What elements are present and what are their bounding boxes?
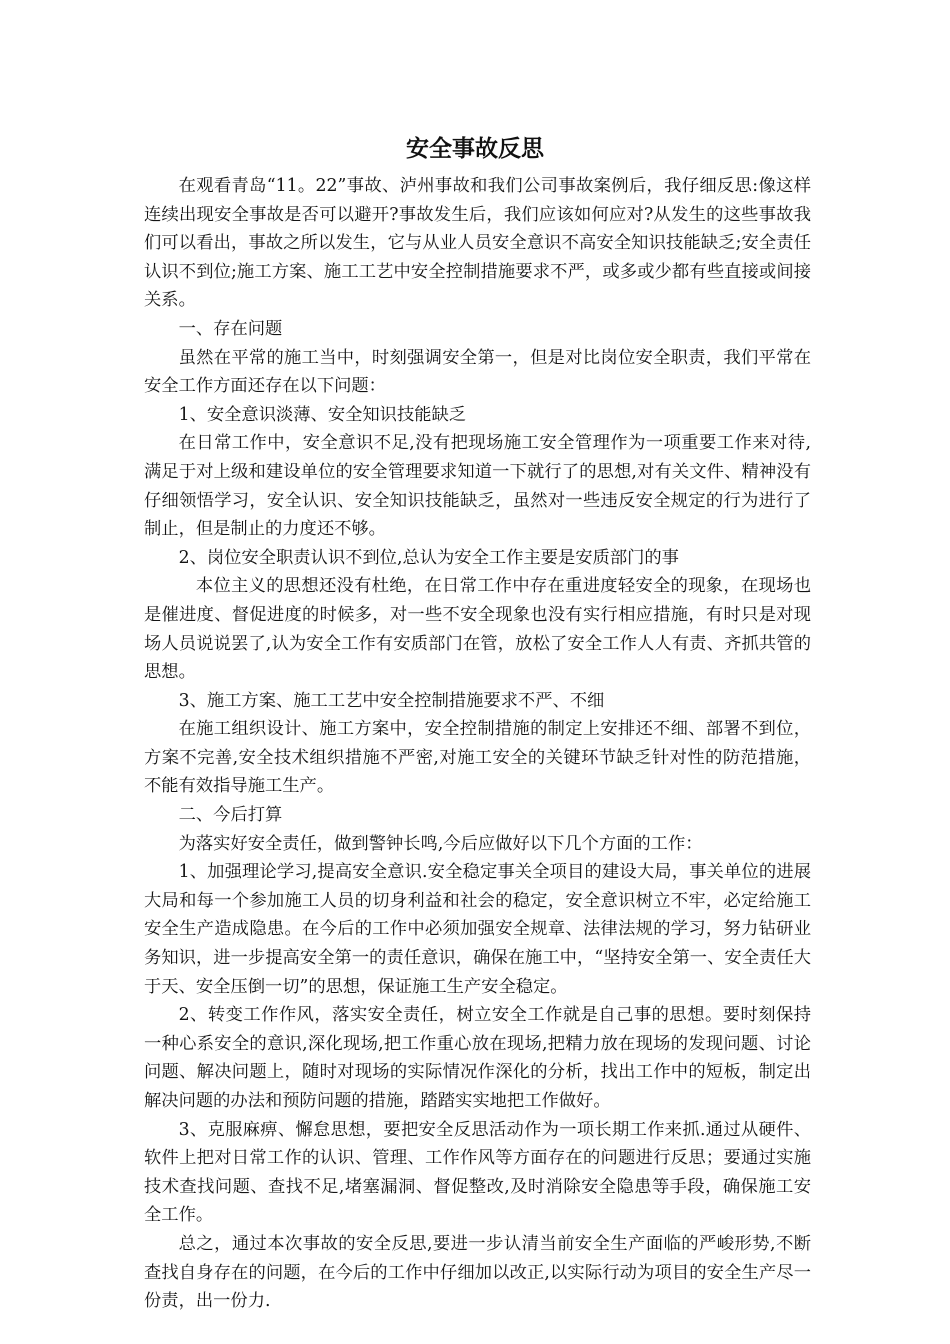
problem-2-paragraph: 本位主义的思想还没有杜绝，在日常工作中存在重进度轻安全的现象，在现场也是催进度、督促进度的时候多，对一些不安全现象也没有实行相应措施，有时只是对现场人员说说罢了,认为安全工作有安质部门在管，放松了安全工作人人有责、齐抓共管的思想。 bbox=[144, 576, 811, 683]
problem-2-heading: 2、岗位安全职责认识不到位,总认为安全工作主要是安质部门的事 bbox=[178, 547, 679, 568]
document-body bbox=[144, 172, 811, 1316]
plan-1-paragraph: 1、加强理论学习,提高安全意识.安全稳定事关全项目的建设大局，事关单位的进展大局和每一个参加施工人员的切身利益和社会的稳定，安全意识树立不牢，必定给施工安全生产造成隐患。在今后的工作中必须加强安全规章、法律法规的学习，努力钻研业务知识，进一步提高安全第一的责任意识，确保在施工中，“坚持安全第一、安全责任大于天、安全压倒一切”的思想，保证施工生产安全稳定。 bbox=[144, 862, 811, 997]
intro-paragraph: 在观看青岛“11。22”事故、泸州事故和我们公司事故案例后，我仔细反思:像这样连续出现安全事故是否可以避开?事故发生后，我们应该如何应对?从发生的这些事故我们可以看出，事故之所以发生，它与从业人员安全意识不高安全知识技能缺乏;安全责任认识不到位;施工方案、施工工艺中安全控制措施要求不严，或多或少都有些直接或间接关系。 bbox=[144, 176, 811, 311]
problem-3-paragraph: 在施工组织设计、施工方案中，安全控制措施的制定上安排还不细、部署不到位，方案不完善,安全技术组织措施不严密,对施工安全的关键环节缺乏针对性的防范措施，不能有效指导施工生产。 bbox=[144, 719, 811, 797]
section-heading-plans: 二、今后打算 bbox=[178, 805, 283, 826]
problem-3-heading: 3、施工方案、施工工艺中安全控制措施要求不严、不细 bbox=[178, 690, 605, 711]
problems-intro-paragraph: 虽然在平常的施工当中，时刻强调安全第一，但是对比岗位安全职责，我们平常在安全工作方面还存在以下问题： bbox=[144, 347, 811, 397]
conclusion-paragraph: 总之，通过本次事故的安全反思,要进一步认清当前安全生产面临的严峻形势,不断查找自身存在的问题，在今后的工作中仔细加以改正,以实际行动为项目的安全生产尽一份责，出一份力. bbox=[144, 1233, 811, 1312]
section-heading-problems: 一、存在问题 bbox=[178, 318, 283, 339]
problem-1-heading: 1、安全意识淡薄、安全知识技能缺乏 bbox=[178, 404, 467, 425]
problem-1-paragraph: 在日常工作中，安全意识不足,没有把现场施工安全管理作为一项重要工作来对待,满足于对上级和建设单位的安全管理要求知道一下就行了的思想,对有关文件、精神没有仔细领悟学习，安全认识、安全知识技能缺乏，虽然对一些违反安全规定的行为进行了制止，但是制止的力度还不够。 bbox=[144, 433, 811, 540]
document-title: 安全事故反思 bbox=[406, 136, 544, 162]
plan-3-paragraph: 3、克服麻痹、懈怠思想，要把安全反思活动作为一项长期工作来抓.通过从硬件、软件上把对日常工作的认识、管理、工作作风等方面存在的问题进行反思；要通过实施技术查找问题、查找不足,堵塞漏洞、督促整改,及时消除安全隐患等手段，确保施工安全工作。 bbox=[144, 1119, 811, 1226]
plan-2-paragraph: 2、转变工作作风，落实安全责任，树立安全工作就是自己事的思想。要时刻保持一种心系安全的意识,深化现场,把工作重心放在现场,把精力放在现场的发现问题、讨论问题、解决问题上，随时对现场的实际情况作深化的分析，找出工作中的短板，制定出解决问题的办法和预防问题的措施，踏踏实实地把工作做好。 bbox=[144, 1005, 811, 1111]
plans-intro-paragraph: 为落实好安全责任，做到警钟长鸣,今后应做好以下几个方面的工作： bbox=[178, 833, 703, 854]
